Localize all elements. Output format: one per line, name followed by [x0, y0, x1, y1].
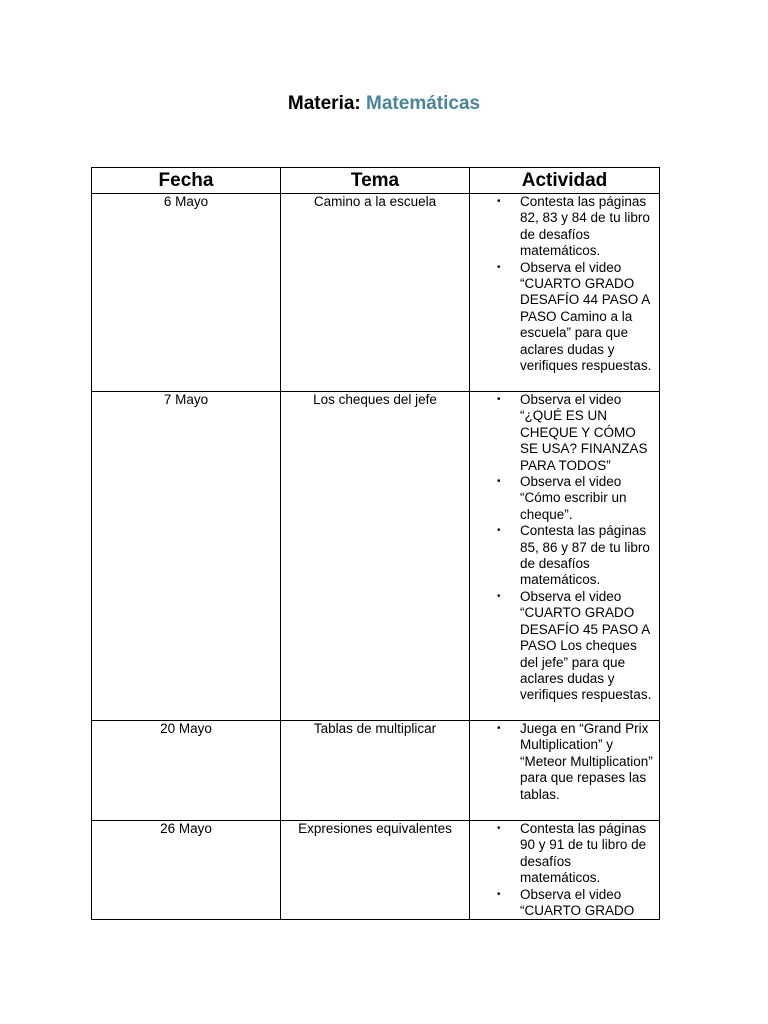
activity-item	[470, 194, 655, 260]
tema-cell: Expresiones equivalentes	[281, 821, 470, 920]
fecha-cell: 26 Mayo	[92, 821, 281, 920]
activity-list	[470, 392, 659, 704]
tema-cell: Camino a la escuela	[281, 194, 470, 392]
table-row	[92, 194, 660, 392]
activity-item	[470, 392, 655, 474]
activity-list	[470, 194, 659, 374]
activity-list	[470, 721, 659, 803]
bullet-icon: •	[497, 525, 501, 537]
tema-cell: Los cheques del jefe	[281, 392, 470, 721]
activity-item	[470, 589, 655, 704]
actividad-cell	[470, 392, 660, 721]
fecha-cell: 20 Mayo	[92, 721, 281, 821]
activity-item	[470, 260, 655, 375]
table-row	[92, 821, 660, 920]
bullet-icon: •	[497, 888, 501, 900]
actividad-cell	[470, 194, 660, 392]
column-header-actividad: Actividad	[470, 168, 660, 194]
title-subject: Matemáticas	[366, 93, 481, 114]
column-header-fecha: Fecha	[92, 168, 281, 194]
title-label: Materia:	[287, 93, 361, 114]
activity-text: Contesta las páginas 82, 83 y 84 de tu libro de desafíos matemáticos.	[520, 194, 650, 259]
activity-item	[470, 721, 655, 803]
bullet-icon: •	[497, 196, 501, 207]
activity-text: Juega en “Grand Prix Multiplication” y “Meteor Multiplication” para que repases las tablas.	[520, 721, 653, 802]
activity-text: Contesta las páginas 85, 86 y 87 de tu libro de desafíos matemáticos.	[520, 523, 650, 588]
bullet-icon: •	[497, 590, 501, 602]
activity-text: Observa el video “CUARTO GRADO DESAFÍO 45 PASO A PASO Los cheques del jefe” para que aclares dudas y verifiques respuestas.	[520, 588, 652, 703]
bullet-icon: •	[497, 394, 501, 405]
fecha-cell: 6 Mayo	[92, 194, 281, 392]
column-header-tema: Tema	[281, 168, 470, 194]
activity-item	[470, 887, 655, 920]
tema-cell: Tablas de multiplicar	[281, 721, 470, 821]
activity-item	[470, 523, 655, 589]
table-header-row	[92, 168, 660, 194]
table-row	[92, 721, 660, 821]
schedule-table	[91, 167, 660, 920]
bullet-icon: •	[497, 261, 501, 273]
actividad-cell	[470, 821, 660, 920]
activity-text: Observa el video “¿QUÉ ES UN CHEQUE Y CÓMO SE USA? FINANZAS PARA TODOS”	[520, 392, 648, 473]
bullet-icon: •	[497, 723, 501, 734]
fecha-cell: 7 Mayo	[92, 392, 281, 721]
activity-item	[470, 474, 655, 523]
activity-text: Observa el video “CUARTO GRADO	[520, 886, 635, 919]
activity-text: Contesta las páginas 90 y 91 de tu libro de desafíos matemáticos.	[520, 821, 647, 886]
activity-text: Observa el video “Cómo escribir un cheque”.	[520, 474, 627, 522]
page-title	[0, 92, 768, 116]
actividad-cell	[470, 721, 660, 821]
table-row	[92, 392, 660, 721]
activity-item	[470, 821, 655, 887]
bullet-icon: •	[497, 476, 501, 488]
activity-text: Observa el video “CUARTO GRADO DESAFÍO 44 PASO A PASO Camino a la escuela” para que aclares dudas y verifiques respuestas.	[520, 259, 652, 374]
bullet-icon: •	[497, 823, 501, 834]
activity-list	[470, 821, 659, 919]
